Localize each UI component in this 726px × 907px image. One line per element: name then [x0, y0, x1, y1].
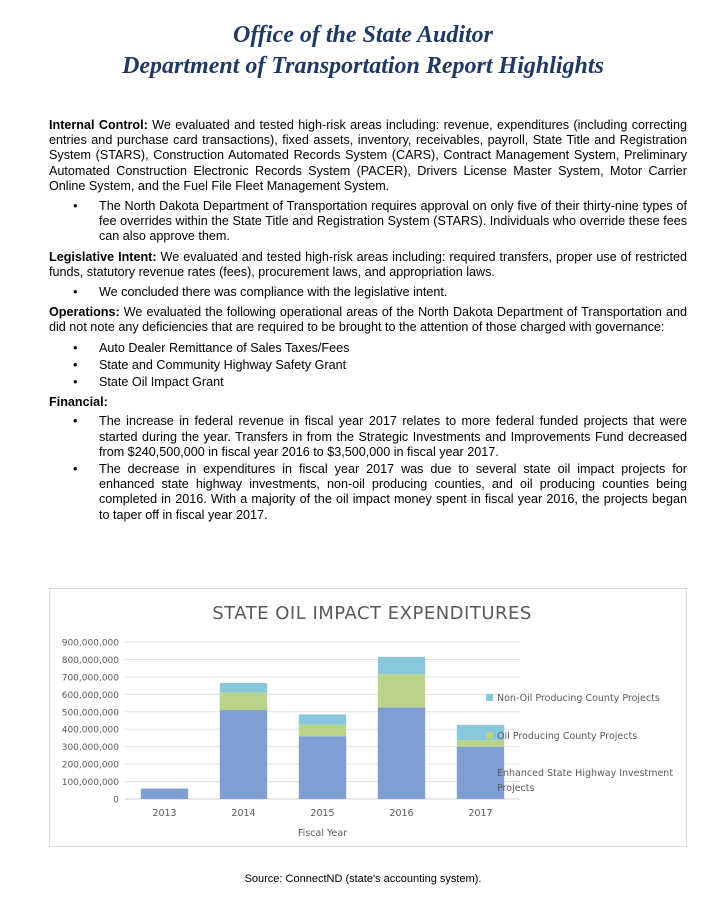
list-item: • Auto Dealer Remittance of Sales Taxes/Fees	[49, 341, 687, 356]
operations-paragraph	[49, 305, 687, 335]
internal-control-text: We evaluated and tested high-risk areas including: revenue, expenditures (including correcting entries and purchase card transactions), fixed assets, inventory, receivables, payroll, State Title and Registration System (STARS), Construction Automated Records System (CARS), Contract Management System, Preliminary Automated Construction Electronic Records System (PACER), Drivers License Master System, Motor Carrier Online System, and the Fuel File Fleet Management System.	[49, 118, 687, 193]
source-note: Source: ConnectND (state's accounting system).	[244, 873, 482, 885]
chart-canvas	[50, 589, 686, 846]
x-tick-label: 2013	[152, 808, 177, 819]
legislative-intent-text: We evaluated and tested high-risk areas including: required transfers, proper use of restricted funds, statutory revenue rates (fees), procurement laws, and appropriation laws.	[49, 249, 687, 279]
bar-segment-2016-series-2	[378, 657, 425, 674]
legend-label-0: Projects	[497, 783, 535, 794]
bar-segment-2016-series-0	[378, 707, 425, 799]
bar-segment-2014-series-1	[220, 693, 267, 710]
legislative-intent-paragraph	[49, 250, 687, 280]
list-item: • State and Community Highway Safety Grant	[49, 358, 687, 373]
legend-swatch-1	[486, 732, 493, 739]
bar-segment-2016-series-1	[378, 674, 425, 707]
y-tick-label: 600,000,000	[61, 690, 119, 701]
y-tick-label: 200,000,000	[61, 760, 119, 771]
operations-label: Operations:	[49, 305, 120, 320]
x-tick-label: 2017	[468, 808, 493, 819]
y-tick-label: 700,000,000	[61, 673, 119, 684]
bar-segment-2013-series-0	[141, 789, 188, 799]
operations-text: We evaluated the following operational areas of the North Dakota Department of Transportation and did not note any deficiencies that are required to be brought to the attention of those charged with governance:	[49, 305, 687, 335]
y-tick-label: 300,000,000	[61, 743, 119, 754]
y-tick-label: 400,000,000	[61, 725, 119, 736]
operations-areas	[49, 341, 687, 391]
bar-segment-2015-series-1	[299, 725, 346, 736]
list-item: • State Oil Impact Grant	[49, 375, 687, 390]
report-body	[49, 118, 687, 528]
list-item: • The decrease in expenditures in fiscal year 2017 was due to several state oil impact projects for enhanced state highway investments, non-oil producing counties, and oil producing counties being completed in 2016. With a majority of the oil impact money spent in fiscal year 2016, the projects began to taper off in fiscal year 2017.	[49, 462, 687, 523]
bar-segment-2015-series-0	[299, 736, 346, 799]
bar-segment-2014-series-0	[220, 710, 267, 799]
bar-segment-2015-series-2	[299, 714, 346, 724]
y-tick-label: 500,000,000	[61, 708, 119, 719]
internal-control-paragraph	[49, 118, 687, 194]
oil-impact-chart	[49, 588, 687, 847]
y-tick-label: 900,000,000	[61, 638, 119, 649]
legend-label-1: Oil Producing County Projects	[497, 731, 638, 742]
report-title-line-1: Office of the State Auditor	[233, 22, 493, 48]
legend-label-0: Enhanced State Highway Investment	[497, 768, 674, 779]
legend-label-2: Non-Oil Producing County Projects	[497, 693, 660, 704]
list-item: • The North Dakota Department of Transportation requires approval on only five of their thirty-nine types of fee overrides within the State Title and Registration System (STARS). Individuals who override these fees can also approve them.	[49, 199, 687, 245]
chart-title: STATE OIL IMPACT EXPENDITURES	[212, 603, 532, 624]
bar-segment-2014-series-2	[220, 683, 267, 693]
internal-control-label: Internal Control:	[49, 118, 148, 132]
financial-findings	[49, 414, 687, 522]
financial-label: Financial:	[49, 395, 108, 410]
legend-swatch-2	[486, 694, 493, 701]
list-item: • The increase in federal revenue in fiscal year 2017 relates to more federal funded projects that were started during the year. Transfers in from the Strategic Investments and Improvements Fund decreased from $240,500,000 in fiscal year 2016 to $3,500,000 in fiscal year 2017.	[49, 414, 687, 460]
y-tick-label: 800,000,000	[61, 655, 119, 666]
internal-control-findings	[49, 199, 687, 245]
x-tick-label: 2015	[310, 808, 335, 819]
list-item: • We concluded there was compliance with the legislative intent.	[49, 285, 687, 300]
x-tick-label: 2016	[389, 808, 414, 819]
y-tick-label: 100,000,000	[61, 778, 119, 789]
legislative-intent-findings	[49, 285, 687, 300]
x-tick-label: 2014	[231, 808, 256, 819]
y-tick-label: 0	[113, 795, 119, 806]
legislative-intent-label: Legislative Intent:	[49, 249, 157, 264]
x-axis-label: Fiscal Year	[297, 828, 348, 839]
report-title-line-2: Department of Transportation Report Highlights	[122, 53, 604, 79]
legend-swatch-0	[486, 769, 493, 776]
